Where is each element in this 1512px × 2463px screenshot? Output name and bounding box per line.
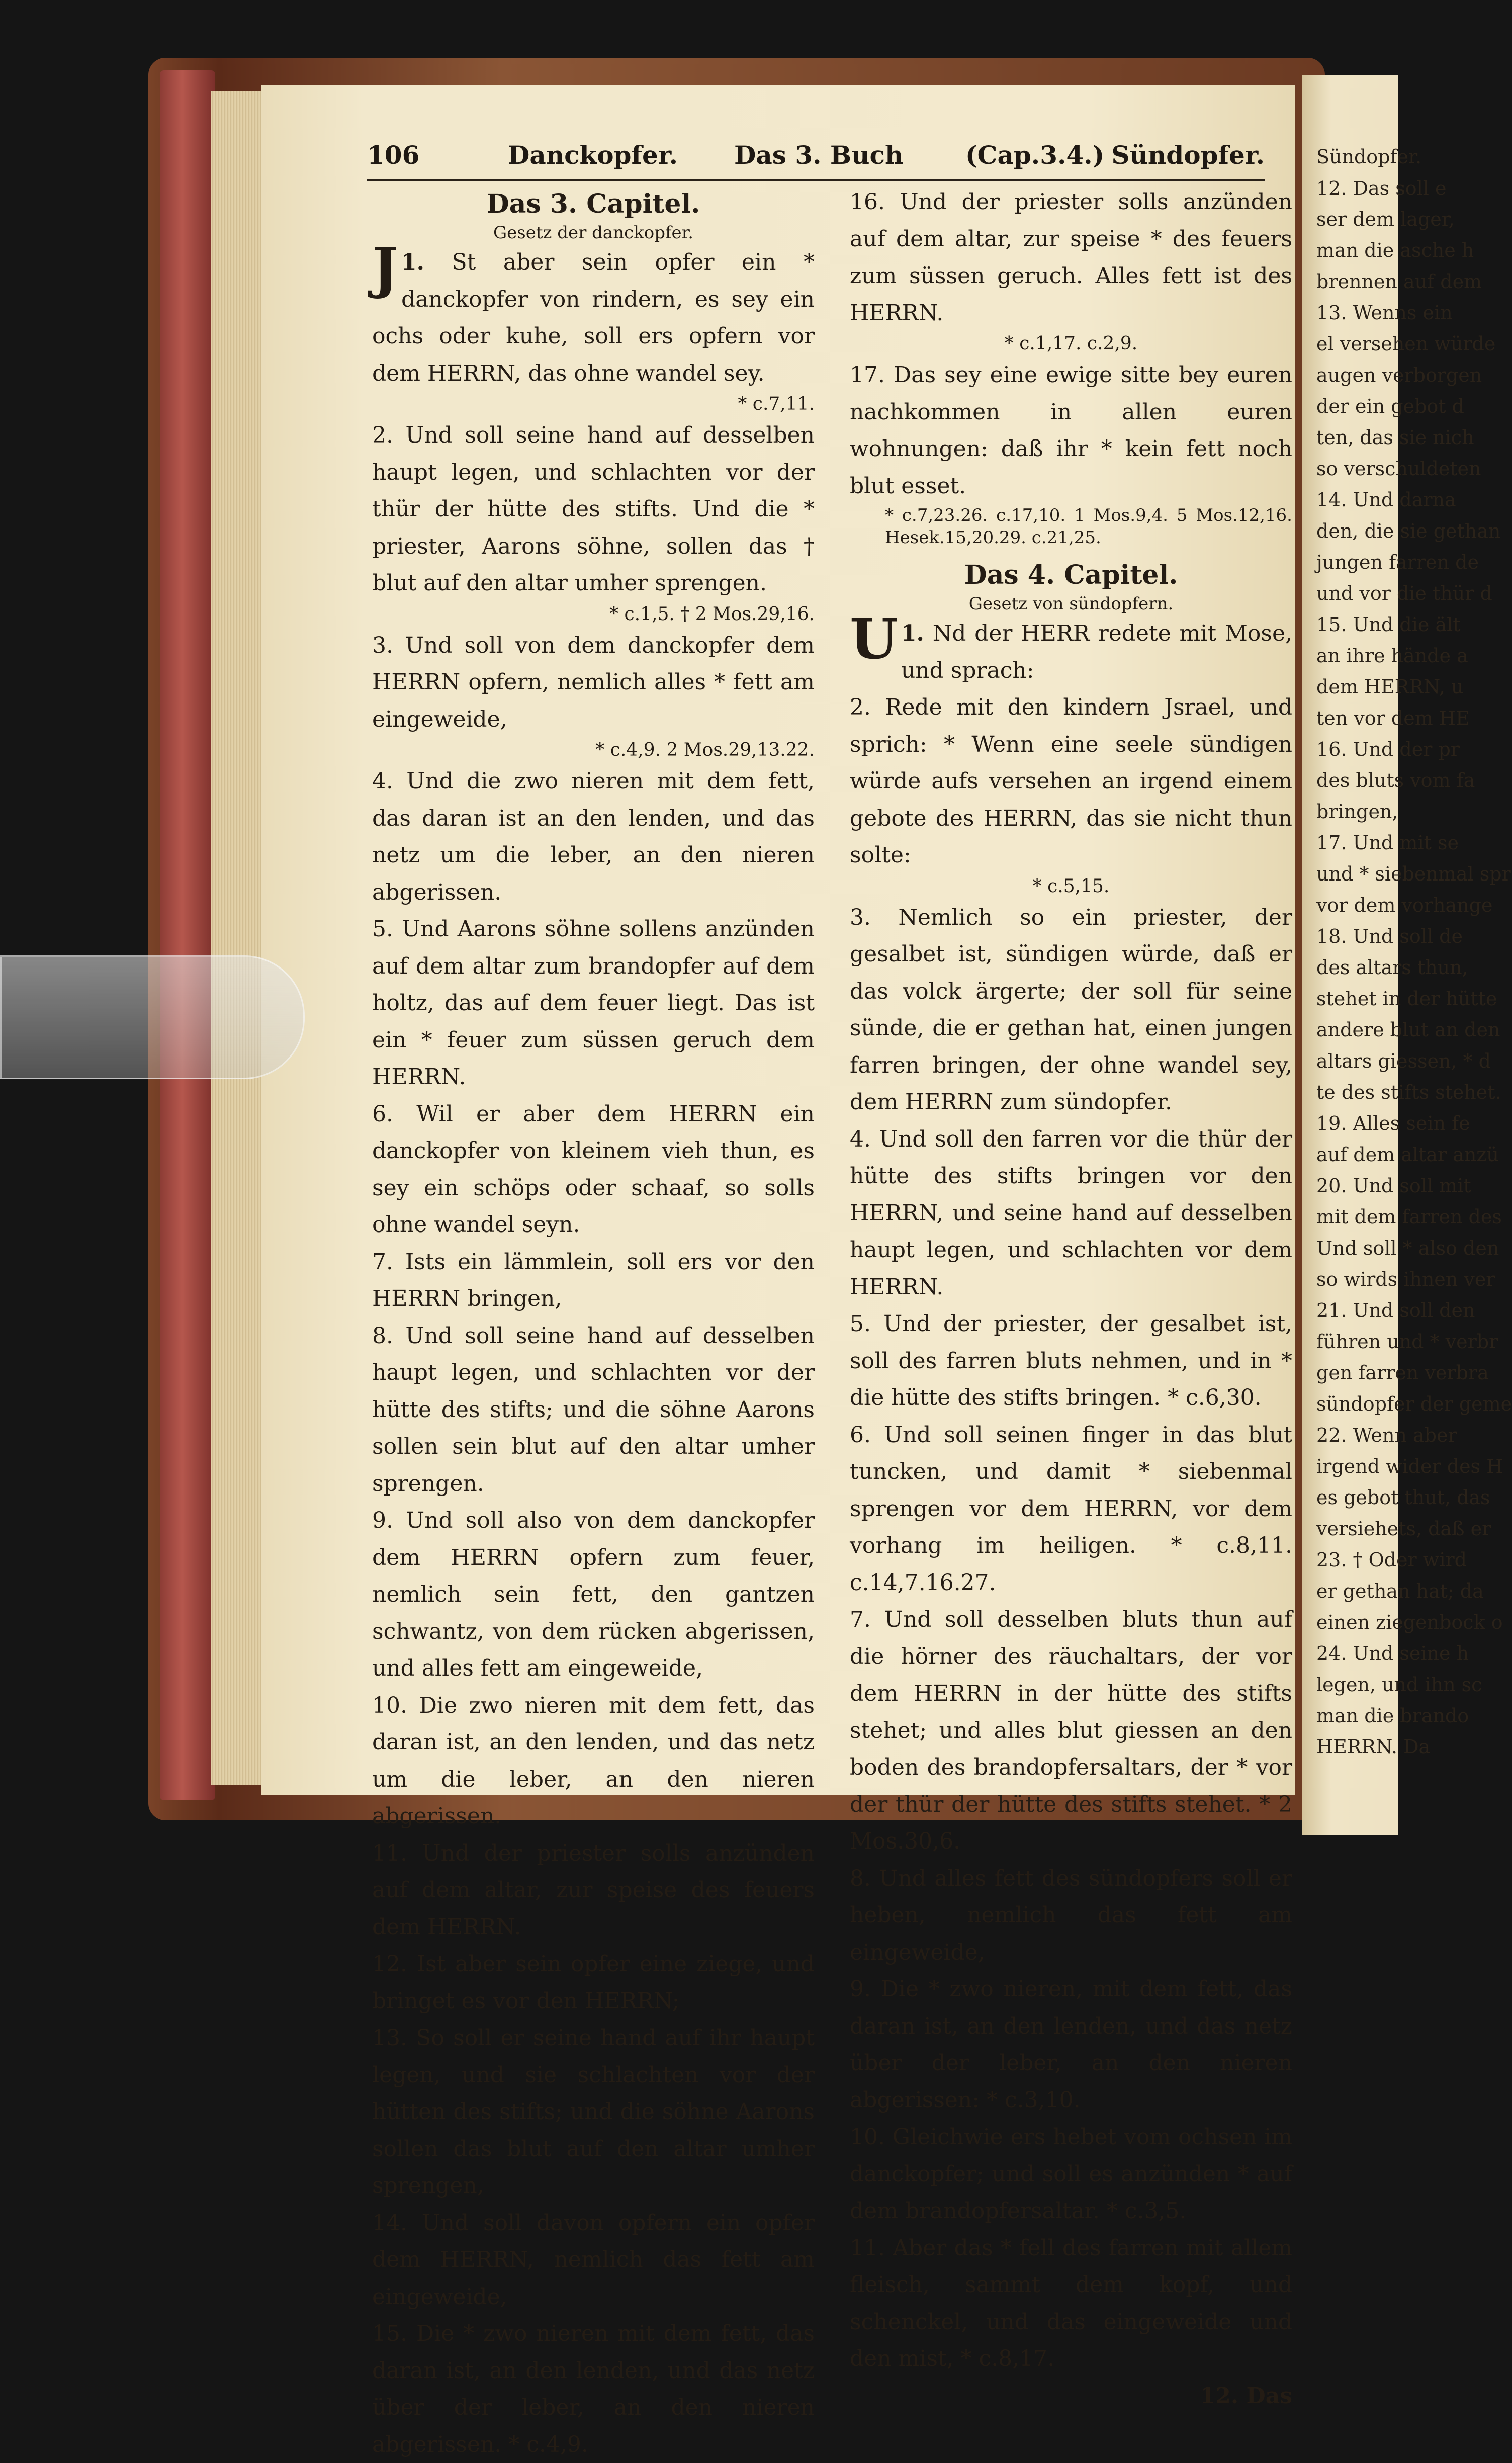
facing-page-line: andere blut an den — [1316, 1019, 1500, 1041]
verse-4: 4. Und soll den farren vor die thür der hütte des stifts bringen vor den HERRN, und seine hand auf desselben haupt legen, und schlachten vor dem HERRN. — [850, 1126, 1292, 1300]
catchword: 12. Das — [1200, 2383, 1292, 2409]
facing-page-line: 17. Und mit se — [1316, 832, 1459, 854]
facing-page-line: Sündopfer. — [1316, 146, 1422, 168]
facing-page-line: ser dem lager, — [1316, 208, 1455, 230]
right-running-title: Sündopfer. — [1111, 140, 1265, 170]
verse-14: 14. Und soll davon opfern ein opfer dem HERRN, nemlich das fett am eingeweide, — [372, 2210, 815, 2310]
verse-text: Nd der HERR redete mit Mose, und sprach: — [901, 621, 1292, 683]
facing-page-line: jungen farren de — [1316, 551, 1479, 573]
facing-page-line: 14. Und darna — [1316, 489, 1456, 511]
verse-9: 9. Die * zwo nieren, mit dem fett, das daran ist, an den lenden, und das netz über der leber, an den nieren abgerissen: * c.3,10. — [850, 1976, 1292, 2113]
verse-1 — [372, 235, 815, 392]
verse-number: 1. — [901, 621, 924, 646]
cross-reference: * c.7,23.26. c.17,10. 1 Mos.9,4. 5 Mos.12,16. Hesek.15,20.29. c.21,25. — [885, 505, 1292, 548]
verse-2: 2. Rede mit den kindern Jsrael, und sprich: * Wenn eine seele sündigen würde aufs versehen an irgend einem gebote des HERRN, das sie nicht thun solte: — [850, 694, 1292, 868]
facing-page-line: es gebot thut, das — [1316, 1486, 1490, 1509]
left-running-title: Danckopfer. — [508, 140, 678, 170]
page-number: 106 — [367, 140, 420, 170]
cross-reference: * c.1,5. † 2 Mos.29,16. — [609, 603, 815, 625]
facing-page-line: einen ziegenbock o — [1316, 1611, 1503, 1633]
verse-7: 7. Und soll desselben bluts thun auf die hörner des räuchaltars, der vor dem HERRN in der hütte des stifts stehet; und alles blut giessen an den boden des brandopfersaltars, der * vor der thür der hütte des stifts stehet. * 2 Mos.30,6. — [850, 1607, 1292, 1854]
verse-10: 10. Die zwo nieren mit dem fett, das daran ist, an den lenden, und das netz um die leber, an den nieren abgerissen. — [372, 1692, 815, 1829]
verse-11: 11. Und der priester solls anzünden auf dem altar, zur speise des feuers dem HERRN. — [372, 1840, 815, 1940]
facing-page-line: so verschuldeten — [1316, 458, 1481, 480]
drop-capital: J — [372, 235, 399, 300]
facing-page-line: des altars thun, — [1316, 956, 1468, 979]
verse-7: 7. Ists ein lämmlein, soll ers vor den HERRN bringen, — [372, 1249, 815, 1311]
facing-page — [1302, 75, 1512, 1835]
facing-page-line: 15. Und die ält — [1316, 613, 1461, 636]
verse-4: 4. Und die zwo nieren mit dem fett, das daran ist an den lenden, und das netz um die leber, an den nieren abgerissen. — [372, 768, 815, 905]
facing-page-line: man die brando — [1316, 1705, 1469, 1727]
page-clip — [0, 955, 305, 1079]
facing-page-line: führen und * verbr — [1316, 1331, 1498, 1353]
running-header — [367, 138, 1265, 181]
book-title: Das 3. Buch — [734, 140, 904, 170]
facing-page-line: ten, das sie nich — [1316, 426, 1474, 449]
facing-page-line: ten vor dem HE — [1316, 707, 1470, 729]
cross-reference: * c.7,11. — [738, 394, 815, 414]
verse-8: 8. Und alles fett des sündopfers soll er heben, nemlich das fett am eingeweide, — [850, 1865, 1292, 1965]
facing-page-line: augen verborgen — [1316, 364, 1482, 386]
cross-reference: * c.1,17. c.2,9. — [1004, 333, 1138, 354]
facing-page-line: gen farren verbra — [1316, 1362, 1489, 1384]
facing-page-line: 20. Und soll mit — [1316, 1175, 1471, 1197]
chapter-heading: Das 4. Capitel. — [964, 560, 1178, 590]
verse-8: 8. Und soll seine hand auf desselben haupt legen, und schlachten vor der hütte des stifts; und die söhne Aarons sollen sein blut auf den altar umher sprengen. — [372, 1323, 815, 1497]
chapter-summary: Gesetz der danckopfer. — [493, 223, 694, 243]
facing-page-line: 23. † Oder wird — [1316, 1549, 1467, 1571]
verse-6: 6. Wil er aber dem HERRN ein danckopfer von kleinem vieh thun, es sey ein schöps oder schaaf, so solls ohne wandel seyn. — [372, 1101, 815, 1238]
verse-16: 16. Und der priester solls anzünden auf dem altar, zur speise * des feuers zum süssen geruch. Alles fett ist des HERRN. — [850, 189, 1292, 326]
facing-page-line: 19. Alles sein fe — [1316, 1112, 1470, 1134]
chapter-summary: Gesetz von sündopfern. — [968, 594, 1174, 614]
verse-5: 5. Und der priester, der gesalbet ist, soll des farren bluts nehmen, und in * die hütte des stifts bringen. * c.6,30. — [850, 1311, 1292, 1411]
right-text-column — [850, 184, 1292, 2414]
verse-13: 13. So soll er seine hand auf ihr haupt legen, und sie schlachten vor der hütten des stifts; und die söhne Aarons sollen das blut auf den altar umher sprengen, — [372, 2025, 815, 2198]
facing-page-line: bringen, — [1316, 801, 1398, 823]
page-edges — [211, 91, 266, 1785]
facing-page-line: versiehets, daß er — [1316, 1518, 1491, 1540]
facing-page-line: mit dem farren des — [1316, 1206, 1502, 1228]
verse-1 — [850, 606, 1292, 689]
facing-page-line: des bluts vom fa — [1316, 769, 1475, 791]
facing-page-line: sündopfer der geme — [1316, 1393, 1512, 1415]
chapter-range: (Cap.3.4.) — [965, 140, 1105, 170]
verse-11: 11. Aber das * fell des farren mit allem fleisch, sammt dem kopf, und schenckel, und das eingeweide und den mist, * c.8,17. — [850, 2235, 1292, 2371]
verse-3: 3. Nemlich so ein priester, der gesalbet ist, sündigen würde, daß er das volck ärgerte; der soll für seine sünde, die er gethan hat, einen jungen farren bringen, der ohne wandel sey, dem HERRN zum sündopfer. — [850, 904, 1292, 1115]
verse-2: 2. Und soll seine hand auf desselben haupt legen, und schlachten vor der thür der hütte des stifts. Und die * priester, Aarons söhne, sollen das † blut auf den altar umher sprengen. — [372, 422, 815, 596]
facing-page-line: vor dem vorhange — [1316, 894, 1493, 916]
facing-page-line: legen, und ihn sc — [1316, 1674, 1482, 1696]
facing-page-line: te des stifts stehet. — [1316, 1081, 1501, 1103]
facing-page-line: und vor die thür d — [1316, 582, 1492, 604]
facing-page-line: irgend wider des H — [1316, 1455, 1503, 1477]
verse-number: 1. — [401, 249, 424, 275]
facing-page-line: an ihre hände a — [1316, 645, 1468, 667]
facing-page-line: altars giessen, * d — [1316, 1050, 1491, 1072]
facing-page-line: 21. Und soll den — [1316, 1299, 1475, 1322]
facing-page-line: 22. Wenn aber — [1316, 1424, 1457, 1446]
verse-6: 6. Und soll seinen finger in das blut tuncken, und damit * siebenmal sprengen vor dem HERRN, vor dem vorhang im heiligen. * c.8,11. c.14,7.16.27. — [850, 1422, 1292, 1596]
facing-page-line: el versehen würde — [1316, 333, 1496, 355]
facing-page-line: 16. Und der pr — [1316, 738, 1460, 760]
verse-text: St aber sein opfer ein * danckopfer von rindern, es sey ein ochs oder kuhe, soll ers opfern vor dem HERRN, das ohne wandel sey. — [372, 249, 815, 386]
verse-10: 10. Gleichwie ers hebet vom ochsen im danckopfer; und soll es anzünden * auf dem brandopfersaltar. * c.3,5. — [850, 2124, 1292, 2224]
facing-page-line: 13. Wenns ein — [1316, 302, 1453, 324]
verse-5: 5. Und Aarons söhne sollens anzünden auf dem altar zum brandopfer auf dem holtz, das auf dem feuer liegt. Das ist ein * feuer zum süssen geruch dem HERRN. — [372, 916, 815, 1090]
left-text-column — [372, 184, 815, 2463]
facing-page-line: man die asche h — [1316, 239, 1474, 261]
facing-page-line: den, die sie gethan — [1316, 520, 1501, 542]
marbled-edge — [160, 70, 215, 1800]
cross-reference: * c.5,15. — [1032, 875, 1110, 897]
facing-page-line: 18. Und soll de — [1316, 925, 1463, 947]
drop-capital: U — [850, 606, 898, 671]
chapter-heading: Das 3. Capitel. — [486, 189, 700, 219]
verse-9: 9. Und soll also von dem danckopfer dem HERRN opfern zum feuer, nemlich sein fett, den gantzen schwantz, von dem rücken abgerissen, und alles fett am eingeweide, — [372, 1508, 815, 1681]
facing-page-line: auf dem altar anzü — [1316, 1143, 1499, 1166]
facing-page-line: HERRN. Da — [1316, 1736, 1431, 1758]
facing-page-line: und * siebenmal spr — [1316, 863, 1511, 885]
facing-page-line: der ein gebot d — [1316, 395, 1464, 417]
facing-page-line: 24. Und seine h — [1316, 1642, 1469, 1664]
verse-12: 12. Ist aber sein opfer eine ziege, und bringet es vor den HERRN; — [372, 1951, 815, 2014]
facing-page-line: Und soll * also den — [1316, 1237, 1499, 1259]
facing-page-line: er gethan hat; da — [1316, 1580, 1484, 1602]
facing-page-line: so wirds ihnen ver — [1316, 1268, 1495, 1290]
facing-page-line: stehet in der hütte — [1316, 988, 1497, 1010]
cross-reference: * c.4,9. 2 Mos.29,13.22. — [595, 740, 815, 760]
facing-page-line: 12. Das soll e — [1316, 177, 1447, 199]
verse-3: 3. Und soll von dem danckopfer dem HERRN opfern, nemlich alles * fett am eingeweide, — [372, 632, 815, 732]
verse-17: 17. Das sey eine ewige sitte bey euren nachkommen in allen euren wohnungen: daß ihr * kein fett noch blut esset. — [850, 362, 1292, 499]
facing-page-line: dem HERRN, u — [1316, 676, 1464, 698]
facing-page-line: brennen auf dem — [1316, 271, 1482, 293]
verse-15: 15. Die * zwo nieren mit dem fett, das daran ist, an den lenden, und das netz über der leber, an den nieren abgerissen. * c.4,9. — [372, 2321, 815, 2457]
